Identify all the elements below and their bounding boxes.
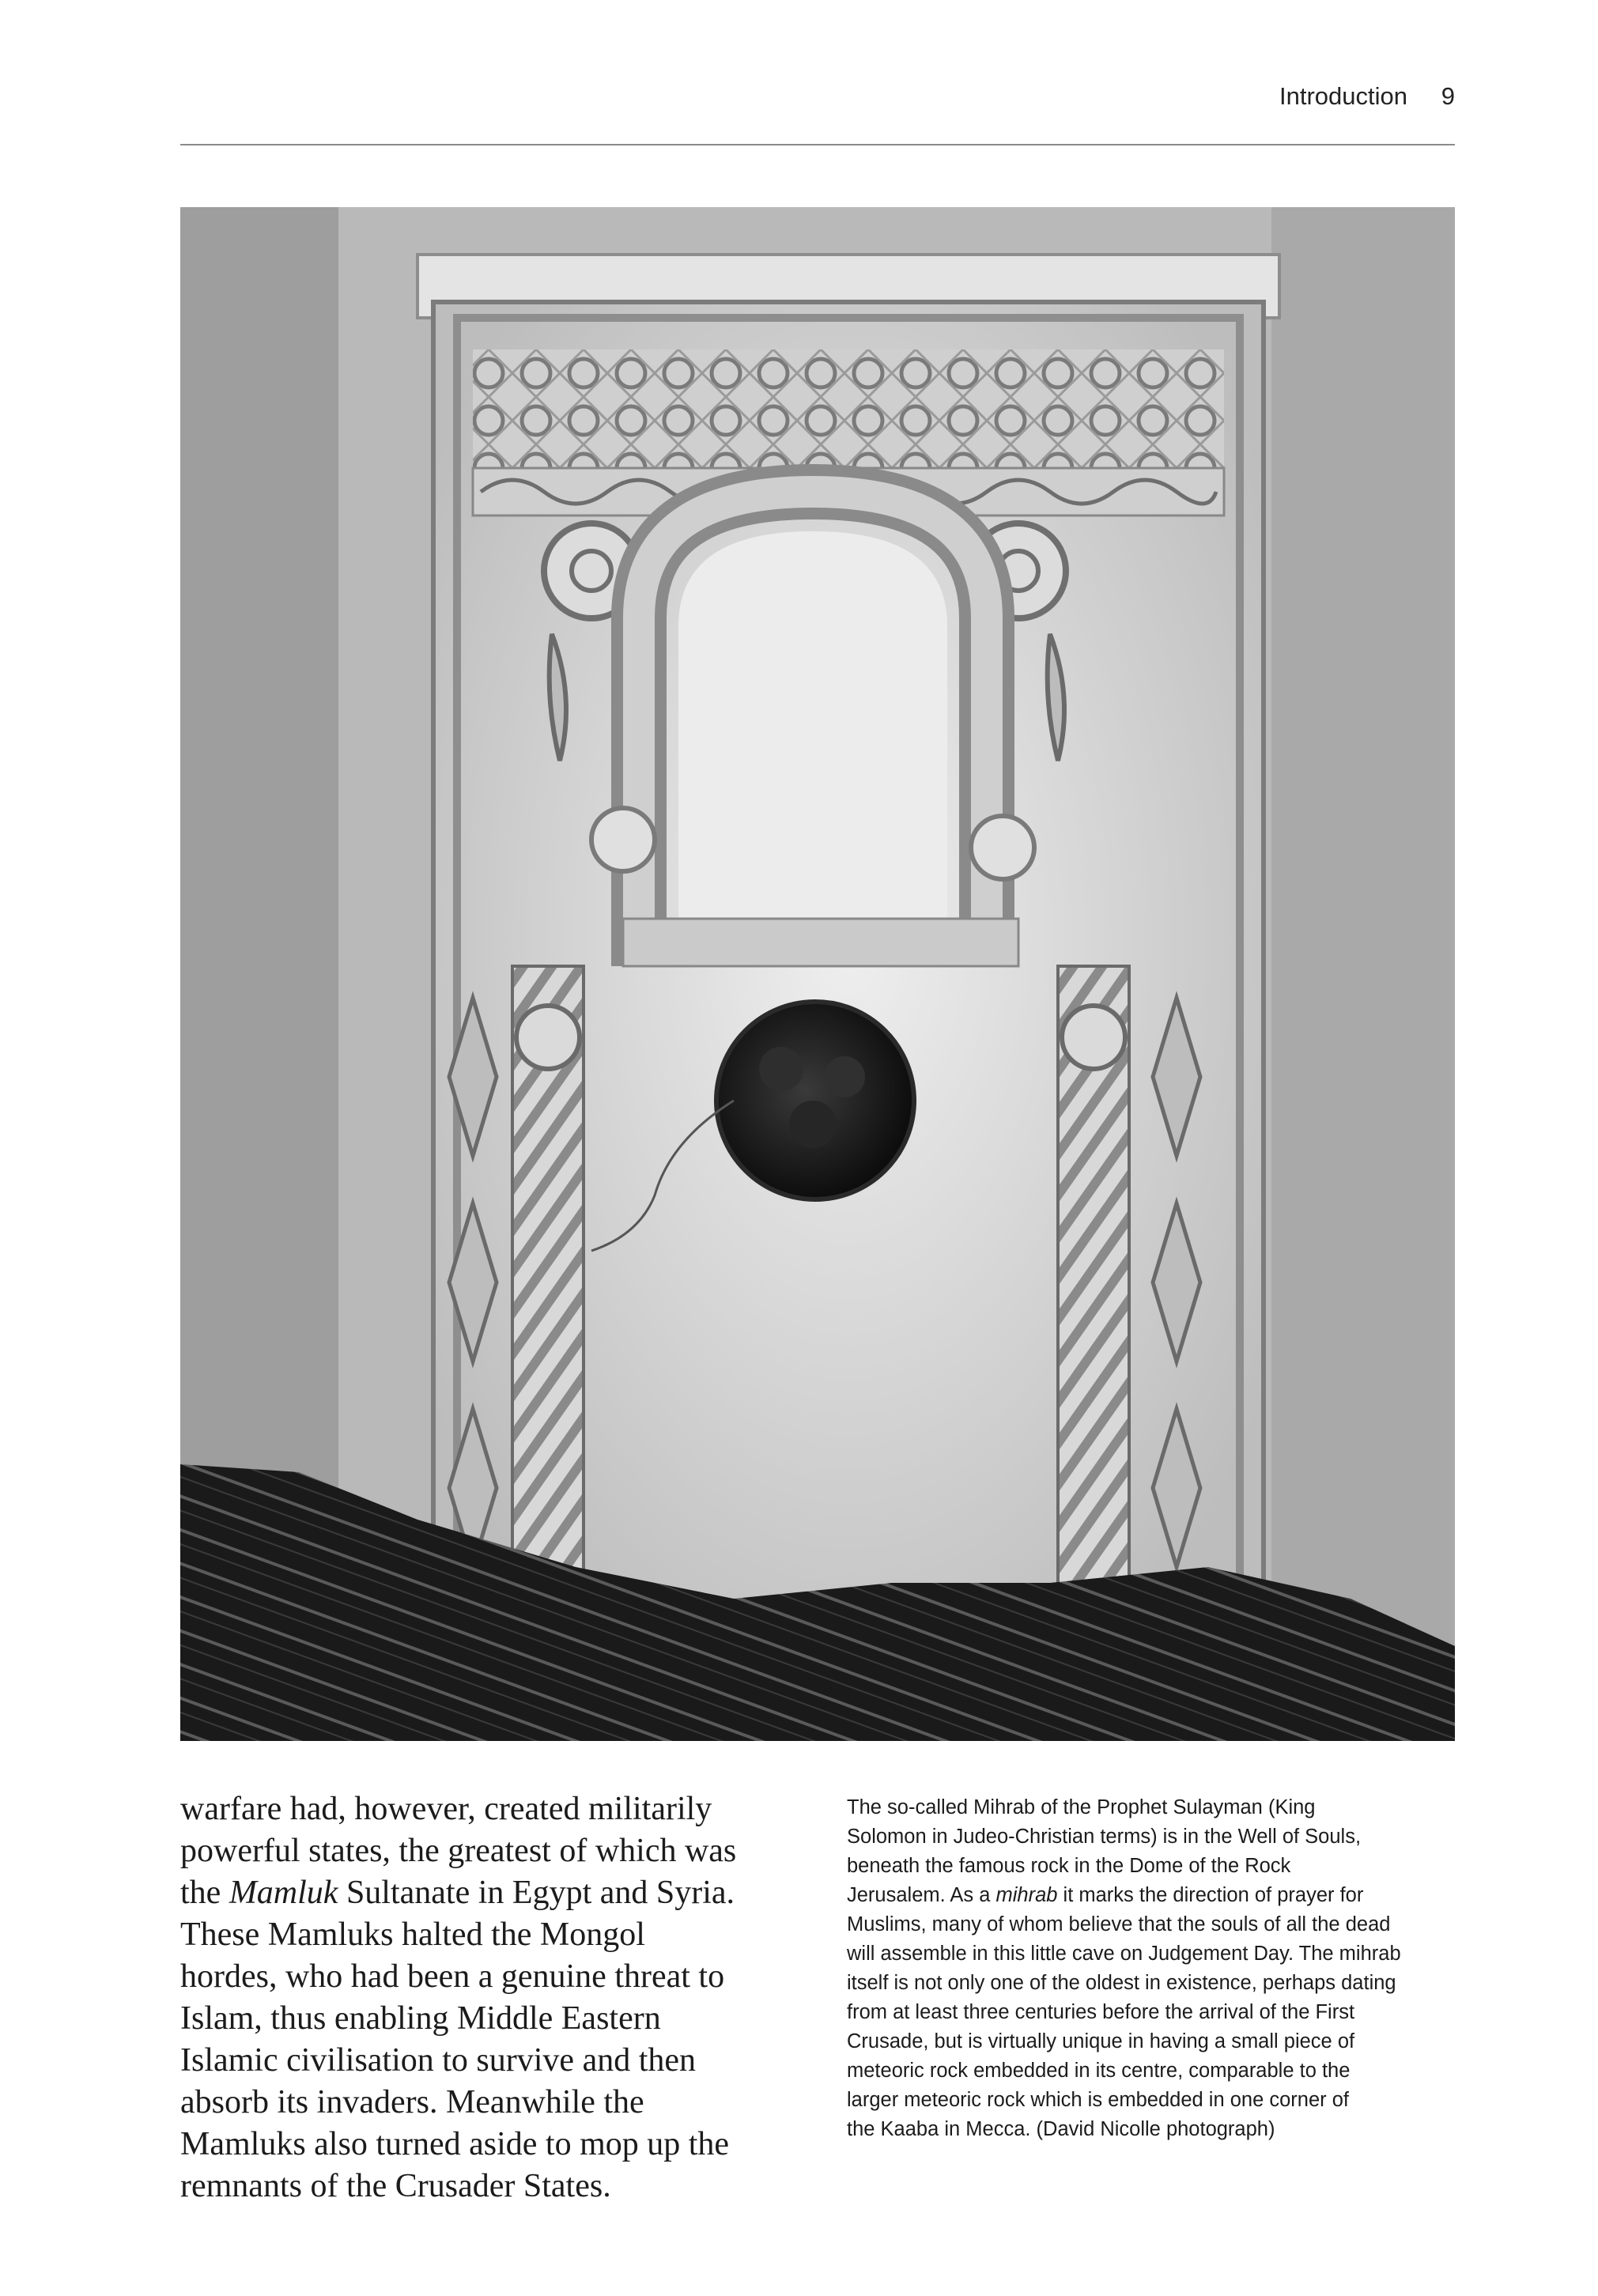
body-line: remnants of the Crusader States. <box>180 2168 611 2204</box>
caption-line: Jerusalem. As a mihrab it marks the direction of prayer for <box>847 1884 1364 1906</box>
caption-line: Solomon in Judeo-Christian terms) is in the Well of Souls, <box>847 1826 1362 1848</box>
body-line: the Mamluk Sultanate in Egypt and Syria. <box>180 1875 735 1911</box>
body-line: powerful states, the greatest of which was <box>180 1833 737 1869</box>
emphasis: mihrab <box>995 1884 1058 1906</box>
carved-frieze <box>473 349 1224 468</box>
photo-caption <box>847 1793 1464 2144</box>
caption-line: meteoric rock embedded in its centre, comparable to the <box>847 2060 1351 2082</box>
body-line: Islam, thus enabling Middle Eastern <box>180 2000 661 2037</box>
meteoric-rock <box>716 1002 914 1199</box>
caption-line: from at least three centuries before the arrival of the First <box>847 2001 1355 2023</box>
caption-line: itself is not only one of the oldest in existence, perhaps dating <box>847 1972 1396 1994</box>
body-line: warfare had, however, created militarily <box>180 1791 712 1827</box>
running-header <box>180 82 1455 114</box>
arch-niche <box>678 531 947 958</box>
mihrab-illustration <box>180 207 1455 1741</box>
header-rule <box>180 144 1455 145</box>
caption-line: larger meteoric rock which is embedded in one corner of <box>847 2089 1349 2111</box>
caption-line: will assemble in this little cave on Judgement Day. The mihrab <box>847 1943 1401 1965</box>
body-line: Mamluks also turned aside to mop up the <box>180 2126 730 2162</box>
mihrab-photograph <box>180 207 1455 1741</box>
caption-line: beneath the famous rock in the Dome of the Rock <box>847 1855 1291 1877</box>
page-number: 9 <box>1441 82 1455 110</box>
emphasis: Mamluk <box>229 1875 338 1911</box>
body-line: absorb its invaders. Meanwhile the <box>180 2084 644 2120</box>
body-line: These Mamluks halted the Mongol <box>180 1916 645 1953</box>
caption-line: The so-called Mihrab of the Prophet Sulayman (King <box>847 1796 1316 1818</box>
body-line: Islamic civilisation to survive and then <box>180 2042 697 2079</box>
body-text <box>180 1788 761 2207</box>
section-title: Introduction <box>1279 82 1407 110</box>
body-line: hordes, who had been a genuine threat to <box>180 1958 725 1995</box>
caption-line: Muslims, many of whom believe that the souls of all the dead <box>847 1913 1391 1935</box>
caption-line: the Kaaba in Mecca. (David Nicolle photograph) <box>847 2118 1275 2140</box>
caption-line: Crusade, but is virtually unique in having a small piece of <box>847 2030 1355 2052</box>
